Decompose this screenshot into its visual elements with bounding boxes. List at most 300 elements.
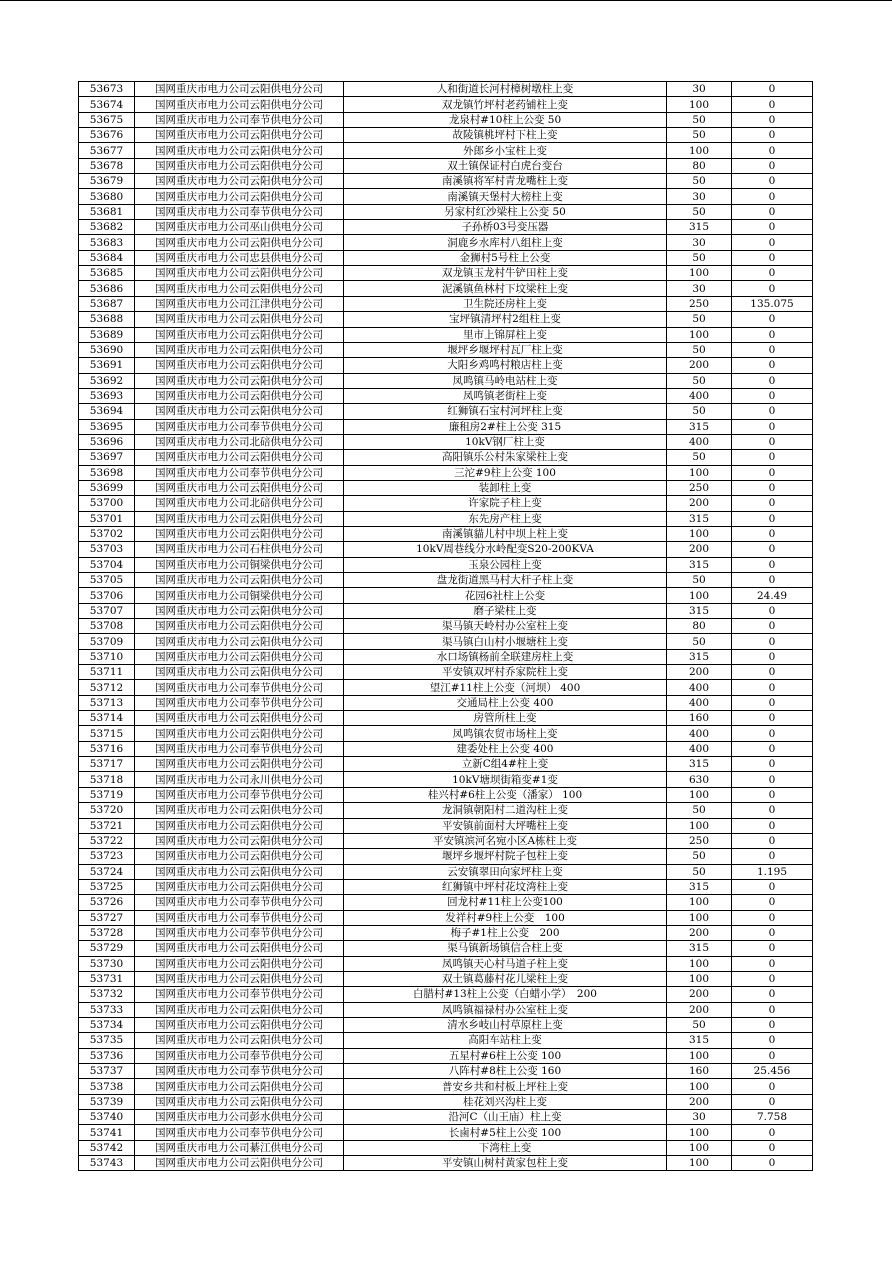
- transformer-name-cell: 建委处柱上公变 400: [344, 741, 667, 756]
- company-cell: 国网重庆市电力公司奉节供电分公司: [135, 680, 344, 695]
- table-row: [79, 956, 813, 971]
- value-cell: 0: [732, 1079, 813, 1094]
- value-cell: 0: [732, 158, 813, 173]
- transformer-name-cell: 盘龙街道黑马村大杆子柱上变: [344, 573, 667, 588]
- company-cell: 国网重庆市电力公司云阳供电分公司: [135, 1156, 344, 1171]
- company-cell: 国网重庆市电力公司奉节供电分公司: [135, 695, 344, 710]
- table-row: [79, 281, 813, 296]
- value-cell: 0: [732, 695, 813, 710]
- capacity-cell: 315: [667, 220, 732, 235]
- capacity-cell: 400: [667, 434, 732, 449]
- company-cell: 国网重庆市电力公司奉节供电分公司: [135, 204, 344, 219]
- capacity-cell: 200: [667, 925, 732, 940]
- transformer-name-cell: 交通局柱上公变 400: [344, 695, 667, 710]
- company-cell: 国网重庆市电力公司云阳供电分公司: [135, 235, 344, 250]
- row-id-cell: 53714: [79, 711, 135, 726]
- company-cell: 国网重庆市电力公司云阳供电分公司: [135, 143, 344, 158]
- capacity-cell: 50: [667, 1017, 732, 1032]
- row-id-cell: 53693: [79, 388, 135, 403]
- table-row: [79, 189, 813, 204]
- transformer-name-cell: 磨子梁柱上变: [344, 603, 667, 618]
- capacity-cell: 50: [667, 849, 732, 864]
- value-cell: 0: [732, 634, 813, 649]
- transformer-name-cell: 外郎乡小宝柱上变: [344, 143, 667, 158]
- company-cell: 国网重庆市电力公司云阳供电分公司: [135, 373, 344, 388]
- value-cell: 0: [732, 757, 813, 772]
- company-cell: 国网重庆市电力公司奉节供电分公司: [135, 987, 344, 1002]
- transformer-name-cell: 龙洞镇朝阳村二道沟柱上变: [344, 803, 667, 818]
- capacity-cell: 50: [667, 803, 732, 818]
- row-id-cell: 53698: [79, 465, 135, 480]
- transformer-name-cell: 高阳镇乐公村朱家梁柱上变: [344, 450, 667, 465]
- row-id-cell: 53728: [79, 925, 135, 940]
- transformer-name-cell: 沿河C（山王庙）柱上变: [344, 1110, 667, 1125]
- value-cell: 0: [732, 1002, 813, 1017]
- company-cell: 国网重庆市电力公司奉节供电分公司: [135, 787, 344, 802]
- company-cell: 国网重庆市电力公司云阳供电分公司: [135, 189, 344, 204]
- value-cell: 0: [732, 404, 813, 419]
- transformer-name-cell: 普安乡共和村板上坪柱上变: [344, 1079, 667, 1094]
- capacity-cell: 400: [667, 388, 732, 403]
- row-id-cell: 53740: [79, 1110, 135, 1125]
- transformer-name-cell: 双龙镇玉龙村牛铲田柱上变: [344, 266, 667, 281]
- table-row: [79, 542, 813, 557]
- row-id-cell: 53682: [79, 220, 135, 235]
- capacity-cell: 100: [667, 143, 732, 158]
- transformer-name-cell: 人和街道长河村樟树墩柱上变: [344, 82, 667, 97]
- company-cell: 国网重庆市电力公司铜梁供电分公司: [135, 557, 344, 572]
- row-id-cell: 53694: [79, 404, 135, 419]
- row-id-cell: 53734: [79, 1017, 135, 1032]
- capacity-cell: 80: [667, 619, 732, 634]
- row-id-cell: 53702: [79, 526, 135, 541]
- company-cell: 国网重庆市电力公司云阳供电分公司: [135, 879, 344, 894]
- table-row: [79, 450, 813, 465]
- row-id-cell: 53690: [79, 342, 135, 357]
- value-cell: 0: [732, 711, 813, 726]
- table-body: [79, 82, 813, 1171]
- value-cell: 0: [732, 1048, 813, 1063]
- capacity-cell: 50: [667, 634, 732, 649]
- capacity-cell: 100: [667, 588, 732, 603]
- transformer-name-cell: 金狮村5号柱上公变: [344, 250, 667, 265]
- value-cell: 0: [732, 526, 813, 541]
- row-id-cell: 53692: [79, 373, 135, 388]
- company-cell: 国网重庆市电力公司云阳供电分公司: [135, 711, 344, 726]
- capacity-cell: 200: [667, 542, 732, 557]
- row-id-cell: 53725: [79, 879, 135, 894]
- row-id-cell: 53701: [79, 511, 135, 526]
- company-cell: 国网重庆市电力公司云阳供电分公司: [135, 665, 344, 680]
- transformer-name-cell: 白腊村#13柱上公变（白蜡小学） 200: [344, 987, 667, 1002]
- capacity-cell: 100: [667, 787, 732, 802]
- value-cell: 0: [732, 956, 813, 971]
- value-cell: 0: [732, 97, 813, 112]
- row-id-cell: 53703: [79, 542, 135, 557]
- value-cell: 0: [732, 434, 813, 449]
- table-row: [79, 511, 813, 526]
- row-id-cell: 53711: [79, 665, 135, 680]
- company-cell: 国网重庆市电力公司奉节供电分公司: [135, 1064, 344, 1079]
- capacity-cell: 315: [667, 757, 732, 772]
- row-id-cell: 53688: [79, 312, 135, 327]
- table-row: [79, 204, 813, 219]
- transformer-name-cell: 装卸柱上变: [344, 480, 667, 495]
- row-id-cell: 53736: [79, 1048, 135, 1063]
- company-cell: 国网重庆市电力公司云阳供电分公司: [135, 97, 344, 112]
- transformer-name-cell: 凤鸣镇天心村马道子柱上变: [344, 956, 667, 971]
- row-id-cell: 53684: [79, 250, 135, 265]
- capacity-cell: 30: [667, 281, 732, 296]
- company-cell: 国网重庆市电力公司奉节供电分公司: [135, 1048, 344, 1063]
- company-cell: 国网重庆市电力公司江津供电分公司: [135, 296, 344, 311]
- capacity-cell: 100: [667, 895, 732, 910]
- transformer-name-cell: 梅子#1柱上公变 200: [344, 925, 667, 940]
- company-cell: 国网重庆市电力公司云阳供电分公司: [135, 312, 344, 327]
- capacity-cell: 400: [667, 680, 732, 695]
- table-row: [79, 680, 813, 695]
- value-cell: 0: [732, 128, 813, 143]
- company-cell: 国网重庆市电力公司云阳供电分公司: [135, 480, 344, 495]
- capacity-cell: 50: [667, 573, 732, 588]
- table-row: [79, 220, 813, 235]
- table-row: [79, 557, 813, 572]
- table-row: [79, 987, 813, 1002]
- table-row: [79, 864, 813, 879]
- value-cell: 0: [732, 204, 813, 219]
- capacity-cell: 315: [667, 511, 732, 526]
- capacity-cell: 250: [667, 480, 732, 495]
- value-cell: 0: [732, 480, 813, 495]
- value-cell: 0: [732, 987, 813, 1002]
- value-cell: 0: [732, 603, 813, 618]
- company-cell: 国网重庆市电力公司巫山供电分公司: [135, 220, 344, 235]
- company-cell: 国网重庆市电力公司云阳供电分公司: [135, 82, 344, 97]
- value-cell: 0: [732, 971, 813, 986]
- row-id-cell: 53678: [79, 158, 135, 173]
- transformer-name-cell: 洞鹿乡水库村八组柱上变: [344, 235, 667, 250]
- row-id-cell: 53676: [79, 128, 135, 143]
- table-row: [79, 619, 813, 634]
- value-cell: 0: [732, 220, 813, 235]
- capacity-cell: 160: [667, 711, 732, 726]
- capacity-cell: 315: [667, 557, 732, 572]
- capacity-cell: 200: [667, 358, 732, 373]
- table-row: [79, 480, 813, 495]
- company-cell: 国网重庆市电力公司云阳供电分公司: [135, 634, 344, 649]
- transformer-name-cell: 清水乡岐山村草原柱上变: [344, 1017, 667, 1032]
- table-row: [79, 941, 813, 956]
- table-row: [79, 695, 813, 710]
- row-id-cell: 53709: [79, 634, 135, 649]
- transformer-name-cell: 宝坪镇清坪村2组柱上变: [344, 312, 667, 327]
- capacity-cell: 80: [667, 158, 732, 173]
- capacity-cell: 315: [667, 1033, 732, 1048]
- value-cell: 0: [732, 465, 813, 480]
- transformer-name-cell: 双龙镇竹坪村老药铺柱上变: [344, 97, 667, 112]
- transformer-name-cell: 平安镇滨河名宛小区A栋柱上变: [344, 833, 667, 848]
- transformer-name-cell: 东先房产柱上变: [344, 511, 667, 526]
- value-cell: 0: [732, 895, 813, 910]
- capacity-cell: 50: [667, 204, 732, 219]
- value-cell: 0: [732, 266, 813, 281]
- capacity-cell: 100: [667, 97, 732, 112]
- table-row: [79, 404, 813, 419]
- row-id-cell: 53738: [79, 1079, 135, 1094]
- value-cell: 0: [732, 542, 813, 557]
- transformer-name-cell: 南溪镇将军村青龙嘴柱上变: [344, 174, 667, 189]
- company-cell: 国网重庆市电力公司云阳供电分公司: [135, 864, 344, 879]
- capacity-cell: 200: [667, 1002, 732, 1017]
- value-cell: 0: [732, 557, 813, 572]
- value-cell: 0: [732, 358, 813, 373]
- row-id-cell: 53716: [79, 741, 135, 756]
- transformer-name-cell: 望江#11柱上公变（河坝） 400: [344, 680, 667, 695]
- company-cell: 国网重庆市电力公司云阳供电分公司: [135, 1094, 344, 1109]
- capacity-cell: 50: [667, 128, 732, 143]
- capacity-cell: 315: [667, 879, 732, 894]
- row-id-cell: 53700: [79, 496, 135, 511]
- transformer-name-cell: 南溪镇貓儿村中坝上柱上变: [344, 526, 667, 541]
- value-cell: 0: [732, 373, 813, 388]
- row-id-cell: 53741: [79, 1125, 135, 1140]
- value-cell: 0: [732, 1017, 813, 1032]
- row-id-cell: 53727: [79, 910, 135, 925]
- capacity-cell: 315: [667, 603, 732, 618]
- value-cell: 0: [732, 235, 813, 250]
- value-cell: 25.456: [732, 1064, 813, 1079]
- table-row: [79, 496, 813, 511]
- capacity-cell: 50: [667, 112, 732, 127]
- company-cell: 国网重庆市电力公司云阳供电分公司: [135, 649, 344, 664]
- company-cell: 国网重庆市电力公司云阳供电分公司: [135, 450, 344, 465]
- transformer-name-cell: 水口场镇杨前全联建房柱上变: [344, 649, 667, 664]
- company-cell: 国网重庆市电力公司云阳供电分公司: [135, 757, 344, 772]
- row-id-cell: 53706: [79, 588, 135, 603]
- capacity-cell: 50: [667, 250, 732, 265]
- transformer-name-cell: 10kV塘坝街箱变#1变: [344, 772, 667, 787]
- capacity-cell: 50: [667, 342, 732, 357]
- row-id-cell: 53730: [79, 956, 135, 971]
- table-row: [79, 82, 813, 97]
- row-id-cell: 53697: [79, 450, 135, 465]
- capacity-cell: 250: [667, 296, 732, 311]
- row-id-cell: 53689: [79, 327, 135, 342]
- row-id-cell: 53687: [79, 296, 135, 311]
- row-id-cell: 53683: [79, 235, 135, 250]
- value-cell: 0: [732, 619, 813, 634]
- table-row: [79, 1002, 813, 1017]
- transformer-name-cell: 五星村#6柱上公变 100: [344, 1048, 667, 1063]
- transformer-name-cell: 里市上锦屏柱上变: [344, 327, 667, 342]
- row-id-cell: 53705: [79, 573, 135, 588]
- value-cell: 0: [732, 250, 813, 265]
- value-cell: 0: [732, 910, 813, 925]
- row-id-cell: 53707: [79, 603, 135, 618]
- company-cell: 国网重庆市电力公司云阳供电分公司: [135, 511, 344, 526]
- table-row: [79, 465, 813, 480]
- value-cell: 0: [732, 941, 813, 956]
- table-row: [79, 1125, 813, 1140]
- value-cell: 0: [732, 849, 813, 864]
- company-cell: 国网重庆市电力公司云阳供电分公司: [135, 603, 344, 618]
- table-row: [79, 741, 813, 756]
- capacity-cell: 100: [667, 327, 732, 342]
- transformer-name-cell: 凤鸣镇福禄村办公室柱上变: [344, 1002, 667, 1017]
- table-row: [79, 726, 813, 741]
- table-row: [79, 772, 813, 787]
- table-row: [79, 1017, 813, 1032]
- company-cell: 国网重庆市电力公司云阳供电分公司: [135, 358, 344, 373]
- table-row: [79, 757, 813, 772]
- data-table: [78, 81, 813, 1171]
- value-cell: 0: [732, 573, 813, 588]
- table-row: [79, 1156, 813, 1171]
- row-id-cell: 53673: [79, 82, 135, 97]
- capacity-cell: 250: [667, 833, 732, 848]
- row-id-cell: 53713: [79, 695, 135, 710]
- table-row: [79, 143, 813, 158]
- transformer-name-cell: 花园6社柱上公变: [344, 588, 667, 603]
- row-id-cell: 53721: [79, 818, 135, 833]
- table-row: [79, 174, 813, 189]
- transformer-name-cell: 红狮镇中坪村花坟湾柱上变: [344, 879, 667, 894]
- table-row: [79, 434, 813, 449]
- capacity-cell: 100: [667, 818, 732, 833]
- transformer-name-cell: 三沱#9柱上公变 100: [344, 465, 667, 480]
- value-cell: 1.195: [732, 864, 813, 879]
- capacity-cell: 200: [667, 496, 732, 511]
- company-cell: 国网重庆市电力公司云阳供电分公司: [135, 1002, 344, 1017]
- row-id-cell: 53735: [79, 1033, 135, 1048]
- capacity-cell: 50: [667, 864, 732, 879]
- value-cell: 0: [732, 879, 813, 894]
- value-cell: 0: [732, 680, 813, 695]
- capacity-cell: 100: [667, 266, 732, 281]
- table-row: [79, 158, 813, 173]
- row-id-cell: 53719: [79, 787, 135, 802]
- table-row: [79, 925, 813, 940]
- value-cell: 0: [732, 189, 813, 204]
- value-cell: 0: [732, 450, 813, 465]
- row-id-cell: 53743: [79, 1156, 135, 1171]
- transformer-name-cell: 凤鸣镇老街柱上变: [344, 388, 667, 403]
- transformer-name-cell: 发祥村#9柱上公变 100: [344, 910, 667, 925]
- capacity-cell: 100: [667, 956, 732, 971]
- company-cell: 国网重庆市电力公司彭水供电分公司: [135, 1110, 344, 1125]
- capacity-cell: 400: [667, 726, 732, 741]
- value-cell: 0: [732, 1033, 813, 1048]
- table-row: [79, 588, 813, 603]
- transformer-name-cell: 平安镇山树村黄家包柱上变: [344, 1156, 667, 1171]
- capacity-cell: 50: [667, 174, 732, 189]
- value-cell: 7.758: [732, 1110, 813, 1125]
- company-cell: 国网重庆市电力公司云阳供电分公司: [135, 281, 344, 296]
- transformer-name-cell: 桂兴村#6柱上公变（潘家） 100: [344, 787, 667, 802]
- transformer-name-cell: 廉租房2#柱上公变 315: [344, 419, 667, 434]
- row-id-cell: 53675: [79, 112, 135, 127]
- transformer-name-cell: 龙泉村#10柱上公变 50: [344, 112, 667, 127]
- value-cell: 0: [732, 1094, 813, 1109]
- table-row: [79, 373, 813, 388]
- value-cell: 0: [732, 833, 813, 848]
- company-cell: 国网重庆市电力公司忠县供电分公司: [135, 250, 344, 265]
- table-row: [79, 833, 813, 848]
- capacity-cell: 630: [667, 772, 732, 787]
- transformer-name-cell: 回龙村#11柱上公变100: [344, 895, 667, 910]
- value-cell: 0: [732, 143, 813, 158]
- row-id-cell: 53686: [79, 281, 135, 296]
- transformer-name-cell: 故陵镇桃坪村下柱上变: [344, 128, 667, 143]
- table-row: [79, 312, 813, 327]
- value-cell: 0: [732, 174, 813, 189]
- value-cell: 0: [732, 726, 813, 741]
- row-id-cell: 53680: [79, 189, 135, 204]
- company-cell: 国网重庆市电力公司奉节供电分公司: [135, 741, 344, 756]
- value-cell: 135.075: [732, 296, 813, 311]
- transformer-name-cell: 八阵村#8柱上公变 160: [344, 1064, 667, 1079]
- value-cell: 0: [732, 1140, 813, 1155]
- company-cell: 国网重庆市电力公司云阳供电分公司: [135, 174, 344, 189]
- company-cell: 国网重庆市电力公司奉节供电分公司: [135, 419, 344, 434]
- transformer-name-cell: 桂花刘兴沟柱上变: [344, 1094, 667, 1109]
- value-cell: 0: [732, 496, 813, 511]
- table-row: [79, 910, 813, 925]
- table-row: [79, 1140, 813, 1155]
- table-row: [79, 895, 813, 910]
- row-id-cell: 53712: [79, 680, 135, 695]
- capacity-cell: 50: [667, 404, 732, 419]
- table-row: [79, 849, 813, 864]
- transformer-name-cell: 玉泉公园柱上变: [344, 557, 667, 572]
- capacity-cell: 160: [667, 1064, 732, 1079]
- transformer-name-cell: 渠马镇新场镇信合柱上变: [344, 941, 667, 956]
- transformer-name-cell: 卫生院还房柱上变: [344, 296, 667, 311]
- value-cell: 0: [732, 388, 813, 403]
- capacity-cell: 100: [667, 1156, 732, 1171]
- row-id-cell: 53677: [79, 143, 135, 158]
- table-row: [79, 971, 813, 986]
- company-cell: 国网重庆市电力公司云阳供电分公司: [135, 971, 344, 986]
- row-id-cell: 53724: [79, 864, 135, 879]
- transformer-name-cell: 凤鸣镇马岭电站柱上变: [344, 373, 667, 388]
- row-id-cell: 53704: [79, 557, 135, 572]
- table-row: [79, 358, 813, 373]
- company-cell: 国网重庆市电力公司云阳供电分公司: [135, 266, 344, 281]
- row-id-cell: 53723: [79, 849, 135, 864]
- capacity-cell: 30: [667, 82, 732, 97]
- company-cell: 国网重庆市电力公司云阳供电分公司: [135, 128, 344, 143]
- transformer-name-cell: 双土镇保证村白虎台变台: [344, 158, 667, 173]
- table-row: [79, 1064, 813, 1079]
- row-id-cell: 53708: [79, 619, 135, 634]
- transformer-name-cell: 堰坪乡堰坪村瓦厂柱上变: [344, 342, 667, 357]
- company-cell: 国网重庆市电力公司云阳供电分公司: [135, 573, 344, 588]
- capacity-cell: 30: [667, 1110, 732, 1125]
- value-cell: 0: [732, 511, 813, 526]
- value-cell: 0: [732, 665, 813, 680]
- value-cell: 0: [732, 312, 813, 327]
- value-cell: 0: [732, 803, 813, 818]
- capacity-cell: 30: [667, 235, 732, 250]
- table-row: [79, 128, 813, 143]
- table-row: [79, 526, 813, 541]
- company-cell: 国网重庆市电力公司奉节供电分公司: [135, 895, 344, 910]
- capacity-cell: 100: [667, 1079, 732, 1094]
- company-cell: 国网重庆市电力公司铜梁供电分公司: [135, 588, 344, 603]
- transformer-name-cell: 10kV周巷线分水岭配变S20-200KVA: [344, 542, 667, 557]
- company-cell: 国网重庆市电力公司云阳供电分公司: [135, 327, 344, 342]
